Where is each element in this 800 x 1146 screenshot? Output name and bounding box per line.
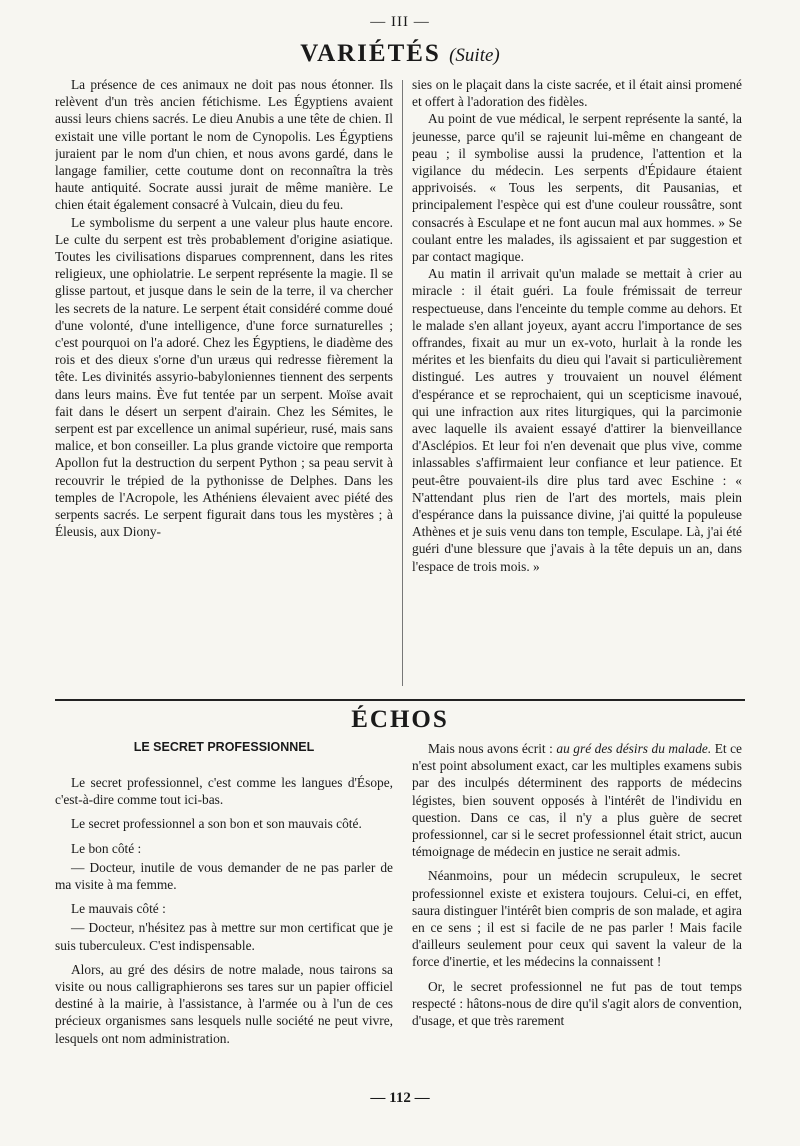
italic-text-run: au gré des désirs du malade. — [556, 741, 712, 756]
section-heading-echos: ÉCHOS — [351, 706, 449, 733]
article-subtitle: LE SECRET PROFESSIONNEL — [133, 740, 315, 754]
dialogue-line: — Docteur, n'hésitez pas à mettre sur mon certificat que je suis tuberculeux. C'est indispensable. — [55, 920, 393, 953]
paragraph: La présence de ces animaux ne doit pas nous étonner. Ils relèvent d'un très ancien fétichisme. Les Égyptiens avaient aussi leurs chiens sacrés. Le dieu Anubis a une tête de chien. Il existait une ville portant le nom de Cynopolis. Les Égyptiens juraient par le nom d'un chien, et nous avons gardé, dans le langage familier, cette coutume dont on reconnaîtra la très haute antiquité. Socrate aussi jurait de même manière. Le chien était également consacré à Vulcain, dieu du feu. — [55, 77, 393, 213]
column-divider — [402, 80, 403, 686]
text-run: Et ce n'est point absolument exact, car les multiples examens subis par des inculpés déterminent des rapports de médecins légistes, bien souvent opposés à l'intérêt de l'individu en question. Dans ce cas, il n'y a plus guère de secret professionnel, car si le secret professionnel était strict, aucun témoignage de médecin en justice ne serait admis. — [412, 741, 742, 860]
paragraph-continued: sies on le plaçait dans la ciste sacrée, et il était ainsi promené et offert à l'adoration des fidèles. — [412, 77, 742, 110]
paragraph: Le mauvais côté : — [71, 901, 166, 917]
paragraph: Le secret professionnel a son bon et son mauvais côté. — [71, 816, 362, 832]
paragraph: Au matin il arrivait qu'un malade se mettait à crier au miracle : il était guéri. La foule frémissait de terreur respectueuse, dans l'enceinte du temple comme au dehors. Et le malade s'en allant joyeux, ayant accru l'importance de ses offrandes, fixait au mur un ex-voto, hurlait à la ronde les mérites et les bienfaits du dieu qui l'avait si particulièrement distingué. Les autres y trouvaient un nouvel élément d'espérance et se reprochaient, qui un scepticisme inavoué, qui une infraction aux rites liturgiques, qui la parcimonie avec laquelle ils avaient essayé d'attirer la bienveillance d'Asclépios. Et leur foi n'en devenait que plus vive, comme inlassables s'affirmaient leur confiance et leur patience. Et peut-être pouvaient-ils dire plus tard avec Eschine : « N'attendant plus rien de l'art des mortels, mais plein d'espérance dans la puissance divine, j'ai quitté la populeuse Athènes et je suis venu dans ton temple, Esculape. Là, j'ai été guéri d'une blessure que j'avais à la tête depuis un an, dans l'espace de trois mois. » — [412, 266, 742, 574]
paragraph: Le secret professionnel, c'est comme les langues d'Ésope, c'est-à-dire comme tout ici-bas. — [55, 775, 393, 808]
paragraph: Le symbolisme du serpent a une valeur plus haute encore. Le culte du serpent est très probablement d'origine asiatique. Toutes les civilisations disparues comprennent, dans les rites religieux, une ophiolatrie. Le serpent représente la magie. Il se glisse partout, et jusque dans le sein de la terre, il va chercher les secrets de la nature. Le serpent était considéré comme doué d'une volonté, d'une intelligence, d'une force surnaturelles ; c'est pourquoi on l'a adoré. Chez les Égyptiens, le diadème des rois et des dieux s'orne d'un uræus qui redresse fièrement la tête. Les divinités assyrio-babyloniennes tiennent des serpents dans leurs mains. Ève fut tentée par un serpent. Moïse avait fait dans le désert un serpent d'airain. Chez les Sémites, le serpent est par excellence un animal supérieur, rusé, mais sans malice, et bon conseiller. La plus grande victoire que remporta Apollon fut la destruction du serpent Python ; sa peau servit à recouvrir le trépied de la pythonisse de Delphes. Dans les temples de l'Acropole, les Athéniens élevaient avec piété des serpents sacrés. Le serpent figurait dans tous les mystères ; à Éleusis, aux Diony- — [55, 214, 393, 540]
paragraph: Le bon côté : — [71, 840, 142, 856]
echos-column-left — [55, 774, 393, 1094]
paragraph: Or, le secret professionnel ne fut pas de tout temps respecté : hâtons-nous de dire qu'il s'agit alors de convention, d'usage, et que très rarement — [412, 978, 742, 1029]
paragraph: Néanmoins, pour un médecin scrupuleux, le secret professionnel existe et existera toujours. Celui-ci, en effet, saura distinguer l'intérêt bien compris de son malade, et agira en ce sens ; il est si facile de ne pas parler ! Mais facile d'ailleurs seulement pour ceux qui savent la valeur de la force d'inertie, et les médecins la connaissent ! — [412, 868, 742, 970]
varietes-column-right — [412, 76, 742, 691]
section-title: VARIÉTÉS — [300, 40, 441, 67]
paragraph — [412, 740, 742, 860]
section-divider — [55, 699, 745, 701]
page-roman-numeral: — III — — [370, 14, 430, 30]
page-number: — 112 — — [370, 1090, 430, 1106]
echos-column-right — [412, 740, 742, 1092]
paragraph: Alors, au gré des désirs de notre malade, nous tairons sa visite ou nous calligraphierons ses tares sur un papier officiel destiné à la mairie, à l'assistance, à l'armée ou à l'un de ces précieux organismes sans lesquels nulle société ne peut vivre, lesquels ont nom administration. — [55, 961, 393, 1046]
section-heading-varietes — [0, 40, 800, 68]
varietes-column-left — [55, 76, 393, 691]
paragraph: Au point de vue médical, le serpent représente la santé, la jeunesse, parce qu'il se rajeunit lui-même en changeant de peau ; il symbolise aussi la prudence, l'attention et la vigilance du médecin. Les serpents d'Épidaure étaient apprivoisés. « Tous les serpents, dit Pausanias, et principalement l'espèce qui est d'une couleur roussâtre, sont consacrés à Esculape et ne font aucun mal aux hommes. » Se coulant entre les malades, ils agissaient et par suggestion et par contact magique. — [412, 111, 742, 265]
text-run: Mais nous avons écrit : — [428, 741, 557, 756]
section-suffix: (Suite) — [449, 45, 500, 66]
dialogue-line: — Docteur, inutile de vous demander de ne pas parler de ma visite à ma femme. — [55, 859, 393, 893]
